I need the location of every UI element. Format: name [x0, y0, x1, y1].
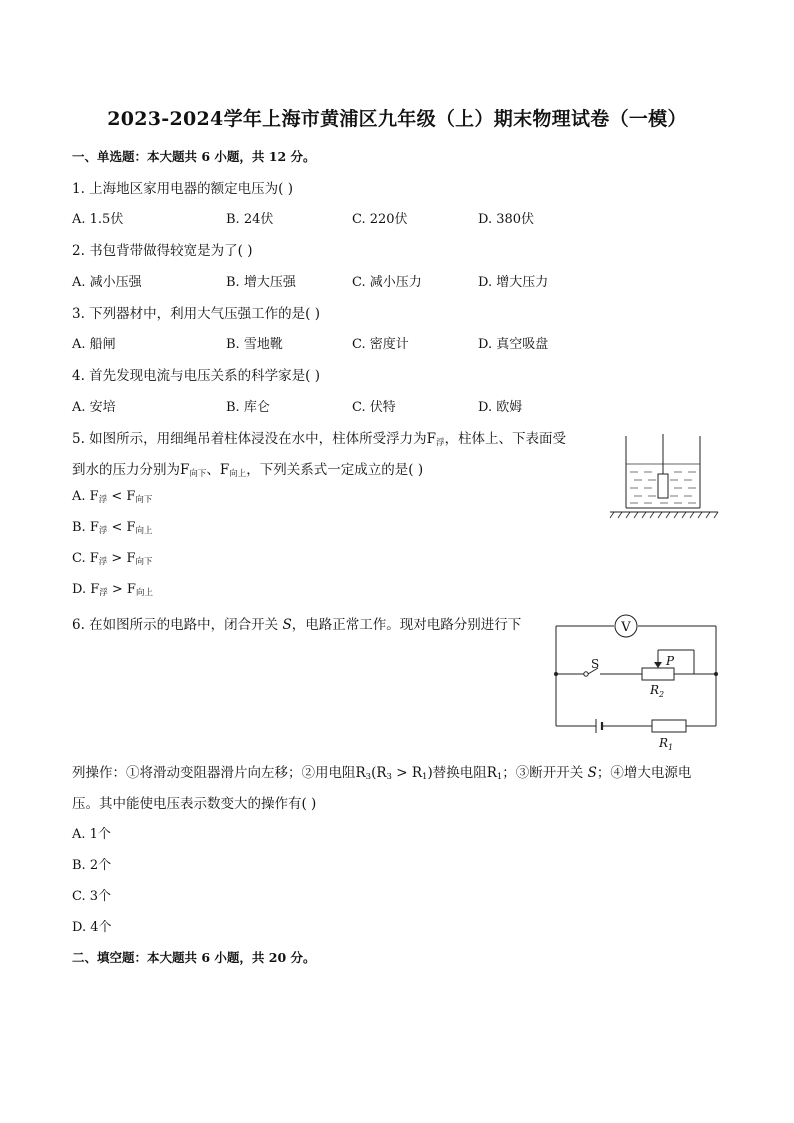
q5-sub-up: 向上: [229, 469, 247, 479]
section-heading-2: 二、填空题：本大题共 6 小题，共 20 分。: [72, 950, 316, 965]
question-6-stem-line2: 列操作：①将滑动变阻器滑片向左移；②用电阻$R_3(R_3 > R_1)$替换电阻$R_1$；③断开开关 S；④增大电源电: [72, 765, 692, 782]
q1-option-a: A. 1.5伏: [72, 212, 124, 227]
slider-label: P: [666, 654, 675, 668]
q5-text-tail: ，柱体上、下表面受: [444, 431, 567, 447]
q3-option-d: D. 真空吸盘: [478, 337, 549, 352]
q2-option-a: A. 减小压强: [72, 275, 142, 290]
q6-option-b: B. 2个: [72, 858, 112, 873]
circuit-diagram-icon: [548, 610, 728, 755]
q5-option-c: C. $F_浮 > F_{向下}$: [72, 551, 153, 567]
question-6-stem-line3: 压。其中能使电压表示数变大的操作有( ): [72, 796, 317, 812]
switch-label: S: [591, 657, 600, 671]
q3-option-c: C. 密度计: [352, 337, 409, 352]
q2-option-c: C. 减小压力: [352, 275, 422, 290]
page-title: 2023-2024学年上海市黄浦区九年级（上）期末物理试卷（一模）: [107, 108, 687, 130]
q5-line2-tail: ，下列关系式一定成立的是( ): [246, 462, 424, 478]
q4-option-d: D. 欧姆: [478, 400, 523, 415]
r1-label: $R_1$: [659, 736, 674, 752]
q1-option-b: B. 24伏: [226, 212, 274, 227]
question-6-stem-line1: 6. 在如图所示的电路中，闭合开关 S，电路正常工作。现对电路分别进行下: [72, 617, 522, 633]
q6-option-d: D. 4个: [72, 920, 112, 935]
r2-label: $R_2$: [650, 683, 665, 699]
question-2-stem: 2. 书包背带做得较宽是为了( ): [72, 243, 253, 259]
section-heading-1: 一、单选题：本大题共 6 小题，共 12 分。: [72, 149, 316, 164]
q3-option-a: A. 船闸: [72, 337, 116, 352]
q5-option-a: A. $F_浮 < F_{向下}$: [72, 489, 153, 505]
question-3-stem: 3. 下列器材中，利用大气压强工作的是( ): [72, 306, 320, 322]
q2-option-b: B. 增大压强: [226, 275, 296, 290]
q5-text: 5. 如图所示，用细绳吊着柱体浸没在水中，柱体所受浮力为F: [72, 431, 437, 447]
q5-sep: 、F: [206, 462, 230, 478]
q5-option-d: D. $F_浮 > F_{向上}$: [72, 582, 153, 598]
q5-option-b: B. $F_浮 < F_{向上}$: [72, 520, 153, 536]
q5-line2-head: 到水的压力分别为F: [72, 462, 190, 478]
q1-option-c: C. 220伏: [352, 212, 408, 227]
q4-option-c: C. 伏特: [352, 400, 396, 415]
q3-option-b: B. 雪地靴: [226, 337, 283, 352]
voltmeter-label: V: [621, 620, 631, 635]
q5-sub-fu: 浮: [436, 438, 445, 448]
question-4-stem: 4. 首先发现电流与电压关系的科学家是( ): [72, 368, 320, 384]
question-1-stem: 1. 上海地区家用电器的额定电压为( ): [72, 181, 293, 197]
beaker-diagram-icon: [604, 430, 724, 522]
question-5-stem-line1: [72, 427, 566, 448]
q6-option-a: A. 1个: [72, 827, 111, 842]
q6-option-c: C. 3个: [72, 889, 112, 904]
q4-option-a: A. 安培: [72, 400, 116, 415]
q1-option-d: D. 380伏: [478, 212, 535, 227]
q5-sub-down: 向下: [189, 469, 207, 479]
q2-option-d: D. 增大压力: [478, 275, 549, 290]
q4-option-b: B. 库仑: [226, 400, 270, 415]
question-5-stem-line2: [72, 458, 423, 479]
